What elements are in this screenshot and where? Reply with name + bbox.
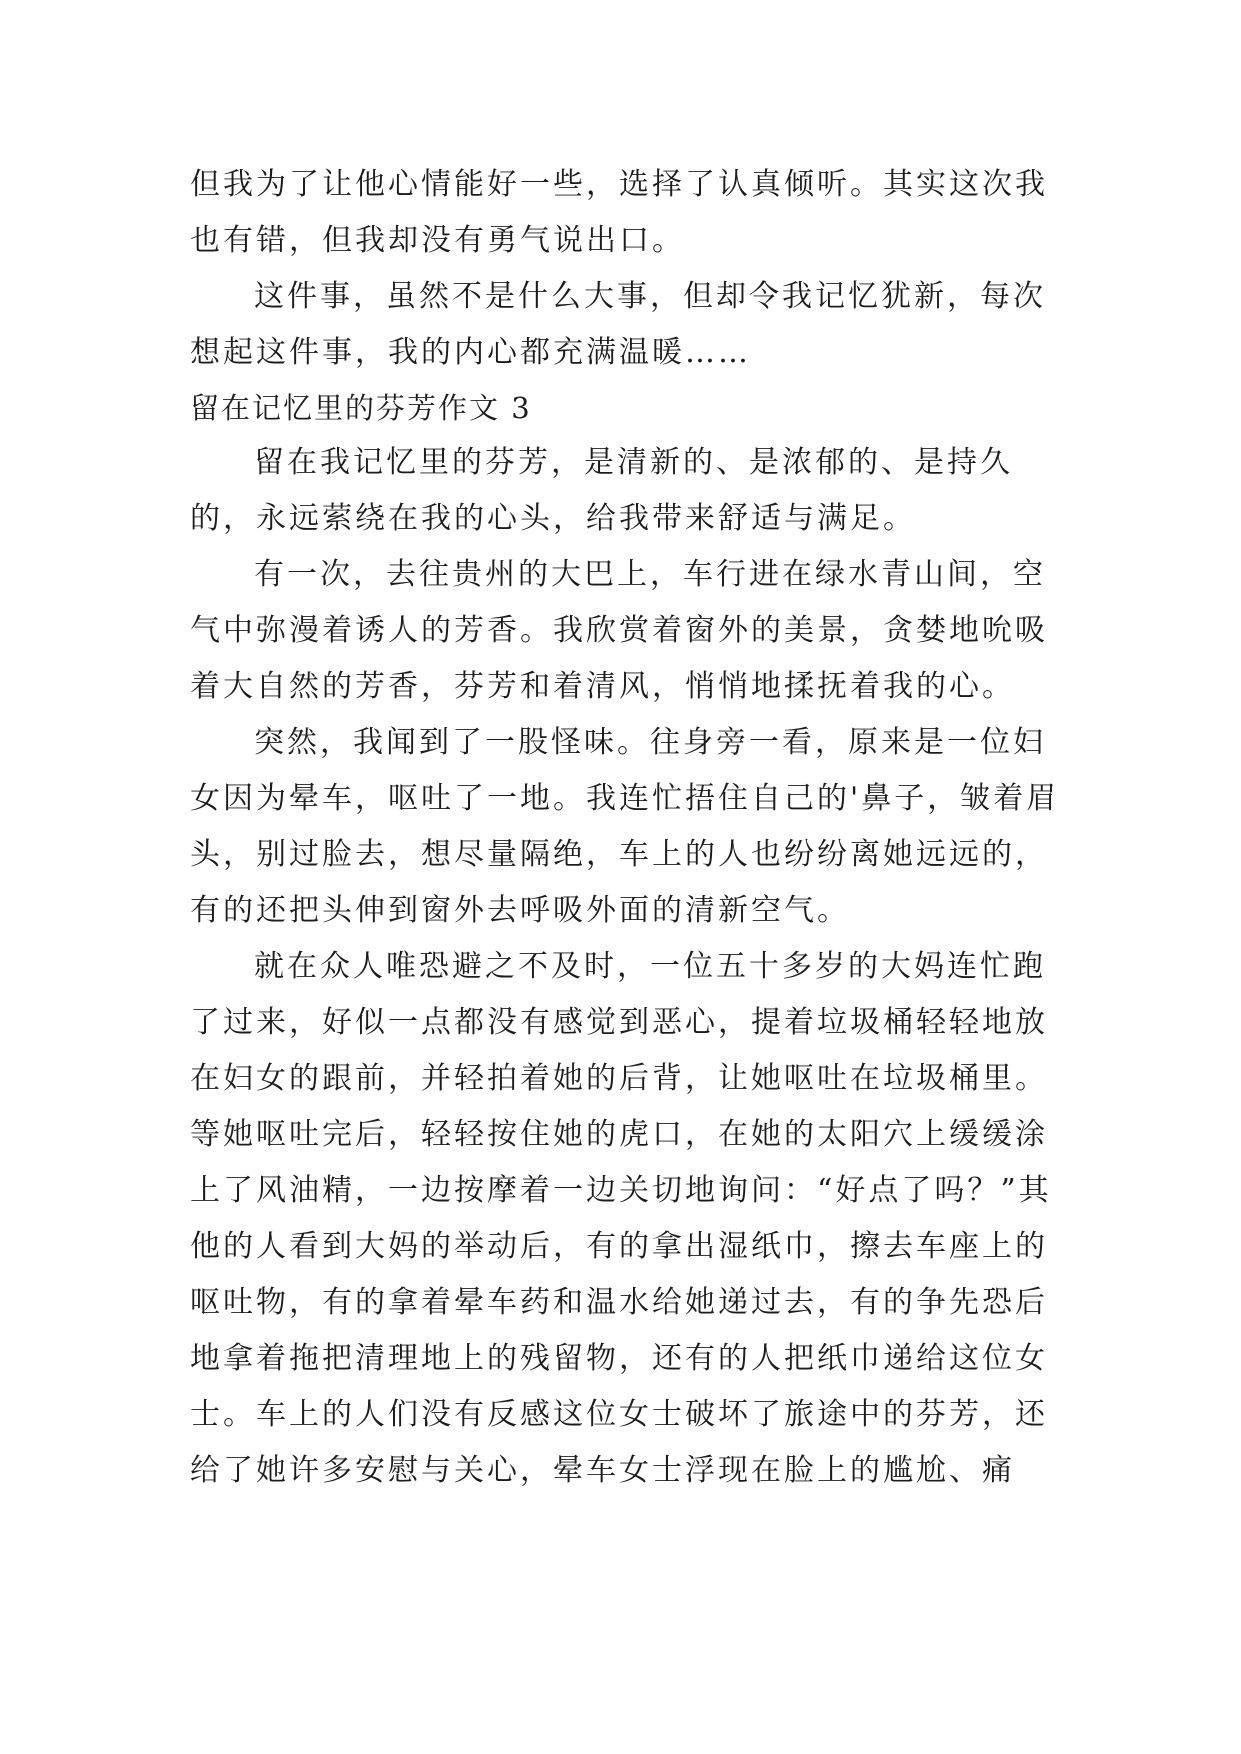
paragraph-continued: 但我为了让他心情能好一些，选择了认真倾听。其实这次我也有错，但我却没有勇气说出口。 [190, 167, 1048, 258]
paragraph-bus-trip: 有一次，去往贵州的大巴上，车行进在绿水青山间，空气中弥漫着诱人的芳香。我欣赏着窗外的美景，贪婪地吮吸着大自然的芳香，芬芳和着清风，悄悄地揉抚着我的心。 [190, 557, 1048, 704]
paragraph-smell: 突然，我闻到了一股怪味。往身旁一看，原来是一位妇女因为晕车，呕吐了一地。我连忙捂住自己的'鼻子，皱着眉头，别过脸去，想尽量隔绝，车上的人也纷纷离她远远的，有的还把头伸到窗外去呼吸外面的清新空气。 [190, 725, 1060, 928]
paragraph-intro: 留在我记忆里的芬芳，是清新的、是浓郁的、是持久的，永远萦绕在我的心头，给我带来舒适与满足。 [190, 445, 1013, 536]
paragraph-memory: 这件事，虽然不是什么大事，但却令我记忆犹新，每次想起这件事，我的内心都充满温暖…… [190, 279, 1046, 370]
document-body [190, 157, 1070, 1499]
essay-heading: 留在记忆里的芬芳作文 3 [190, 391, 532, 425]
paragraph-helper: 就在众人唯恐避之不及时，一位五十多岁的大妈连忙跑了过来，好似一点都没有感觉到恶心，提着垃圾桶轻轻地放在妇女的跟前，并轻拍着她的后背，让她呕吐在垃圾桶里。等她呕吐完后，轻轻按住她的虎口，在她的太阳穴上缓缓涂上了风油精，一边按摩着一边关切地询问：“好点了吗？”其他的人看到大妈的举动后，有的拿出湿纸巾，擦去车座上的呕吐物，有的拿着晕车药和温水给她递过去，有的争先恐后地拿着拖把清理地上的残留物，还有的人把纸巾递给这位女士。车上的人们没有反感这位女士破坏了旅途中的芬芳，还给了她许多安慰与关心，晕车女士浮现在脸上的尴尬、痛 [190, 949, 1052, 1488]
